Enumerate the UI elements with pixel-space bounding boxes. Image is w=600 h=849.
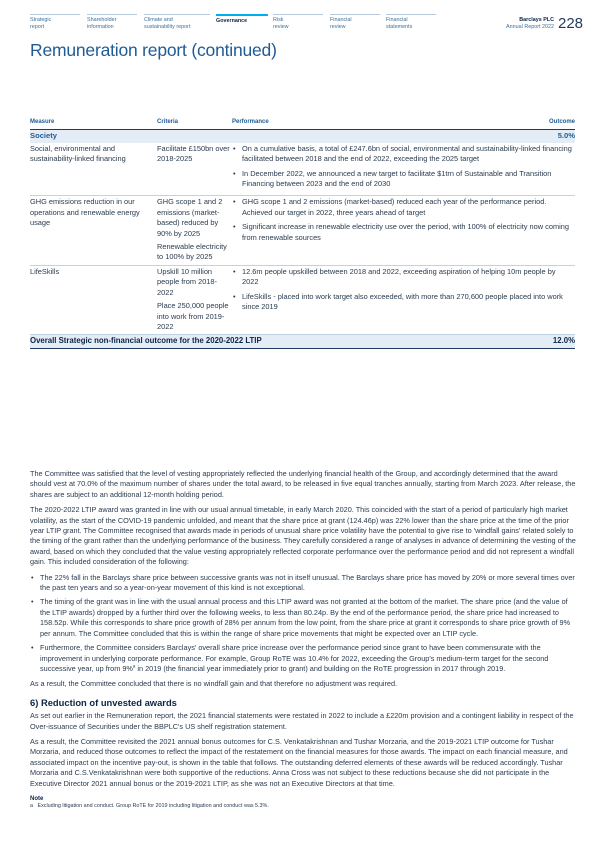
- nav-tab-line2: information: [87, 23, 114, 30]
- row-criteria: [157, 196, 232, 265]
- nav-tab-line1: Risk: [273, 17, 284, 23]
- nav-tab-governance[interactable]: [216, 14, 268, 25]
- footnote: [30, 796, 576, 810]
- section-row-society: [30, 130, 575, 143]
- criteria-text: Facilitate £150bn over 2018-2025: [157, 143, 230, 164]
- nav-tab-line2: review: [330, 23, 346, 30]
- table-row: [30, 196, 575, 265]
- performance-table: [30, 116, 575, 349]
- performance-bullet: • Significant increase in renewable electricity use over the period, with 100% of electricity now coming from renewable sources: [242, 222, 573, 243]
- nav-tab-line1: Strategic: [30, 17, 52, 23]
- performance-bullet: • GHG scope 1 and 2 emissions (market-based) reduced each year of the performance period. Achieved our target in 2022, three years ahead of target: [242, 197, 573, 218]
- criteria-text: Renewable electricity to 100% by 2025: [157, 242, 227, 262]
- nav-tab-shareholder-information[interactable]: [87, 14, 137, 30]
- table-header-row: [30, 116, 575, 130]
- criteria-text: Place 250,000 people into work from 2019-2022: [157, 301, 229, 331]
- brand-block: [468, 14, 554, 30]
- nav-tab-climate-sustainability[interactable]: [144, 14, 210, 30]
- note-text: Excluding litigation and conduct. Group RoTE for 2019 including litigation and conduct was 5.3%.: [37, 803, 269, 809]
- row-measure: GHG emissions reduction in our operations and renewable energy usage: [30, 196, 157, 265]
- list-item: [40, 643, 576, 674]
- section-name: Society: [30, 130, 530, 143]
- table-row: [30, 143, 575, 196]
- nav-tab-line1: Financial: [386, 17, 408, 23]
- list-item: • The 22% fall in the Barclays share price between successive grants was not in itself unusual. The Barclays share price has moved by 20% or more several times over the past ten years and so a year-on-year movement of this kind is not exceptional.: [40, 573, 576, 594]
- nav-tab-financial-review[interactable]: [330, 14, 380, 30]
- nav-tab-line1: Shareholder: [87, 17, 117, 23]
- paragraph: As a result, the Committee concluded that there is no windfall gain and that therefore no adjustment was required.: [30, 679, 398, 689]
- section-heading: 6) Reduction of unvested awards: [30, 696, 177, 708]
- nav-tab-strategic-report[interactable]: [30, 14, 80, 30]
- row-measure: Social, environmental and sustainability-linked financing: [30, 143, 157, 196]
- list-item-text: in 2019 (the financial year immediately prior to grant) and building on the RoTE progression in 2017 through 2019.: [135, 663, 506, 673]
- note-marker: a: [30, 803, 33, 809]
- top-navigation: [30, 14, 586, 36]
- nav-tab-line1: Climate and: [144, 17, 173, 23]
- paragraph: The Committee was satisfied that the level of vesting appropriately reflected the underlying financial health of the Group, and accordingly determined that the award should vest at 70.0% of the maximum number of shares under the total award, to be released in five equal tranches annually, starting from March 2023. After release, the shares are subject to an additional 12-month holding period.: [30, 469, 576, 499]
- footnote-marker: a: [132, 663, 136, 669]
- row-performance: [232, 143, 575, 196]
- nav-tab-line2: Governance: [216, 18, 248, 24]
- row-performance: [232, 196, 575, 265]
- nav-tab-line2: review: [273, 23, 289, 30]
- nav-tab-line2: sustainability report: [144, 23, 191, 30]
- performance-bullet: • LifeSkills - placed into work target also exceeded, with more than 270,600 people placed into work since 2019: [242, 292, 573, 313]
- brand-name: Barclays PLC: [519, 17, 554, 23]
- section-outcome: 5.0%: [530, 130, 575, 143]
- paragraph: As set out earlier in the Remuneration report, the 2021 financial statements were restated in 2022 to include a £220m provision and a contingent liability in respect of the Over-issuance of Securities under the BBPLC's US shelf registration statement.: [30, 711, 574, 731]
- nav-tab-line2: report: [30, 23, 45, 30]
- note-line: [30, 803, 576, 810]
- considerations-list: [30, 573, 576, 675]
- list-item: • The timing of the grant was in line with the usual annual process and this LTIP award was not granted at the bottom of the market. The share price (and the value of the LTIP awards) dropped by a further third over the following weeks, to less than 80.24p. By the end of the performance period, the share price had increased to 158.52p. While this corresponds to share price growth of 28% per annum from the low point, from the share price at grant it corresponds to share price growth of 9% per annum. The Committee concluded that this is within the range of share price movements that might be expected over an LTIP cycle.: [40, 597, 576, 639]
- page-title: Remuneration report (continued): [30, 40, 277, 60]
- header-measure: Measure: [30, 116, 157, 130]
- nav-tab-risk-review[interactable]: [273, 14, 323, 30]
- row-criteria: [157, 143, 232, 196]
- criteria-text: GHG scope 1 and 2 emissions (market-based) reduced by 90% by 2025: [157, 197, 223, 238]
- performance-bullet: • 12.6m people upskilled between 2018 and 2022, exceeding aspiration of helping 10m people by 2022: [242, 267, 573, 288]
- body-text: [30, 469, 576, 794]
- brand-subtitle: Annual Report 2022: [506, 23, 554, 30]
- paragraph: As a result, the Committee revisited the 2021 annual bonus outcomes for C.S. Venkatakrishnan and Tushar Morzaria, and the 2019-2021 LTIP outcome for Tushar Morzaria, and reduced those outcomes to reflect the impact of the restatement on the financial measures for those awards. The impact on each financial measure, and associated impact on the incentive pay-out, is shown in the table that follows. The outstanding deferred elements of these awards will be reduced accordingly. Tushar Morzaria and C.S.Venkatakrishnan were both supportive of the reductions. Anna Cross was not subject to these reductions because she did not participate in the Executive Director 2021 annual bonus or the 2019-2021 LTIP, as she was not an Executive Directors at that time.: [30, 736, 568, 788]
- note-title: Note: [30, 796, 44, 802]
- header-outcome: Outcome: [530, 116, 575, 130]
- row-performance: [232, 265, 575, 334]
- page-number: 228: [558, 15, 584, 32]
- table-row: [30, 265, 575, 334]
- total-row: [30, 335, 575, 348]
- criteria-text: Upskill 10 million people from 2018-2022: [157, 266, 217, 297]
- nav-tab-line1: Financial: [330, 17, 352, 23]
- total-value: 12.0%: [530, 335, 575, 348]
- row-criteria: [157, 265, 232, 334]
- paragraph: The 2020-2022 LTIP award was granted in line with our usual annual timetable, in early March 2020. This coincided with the start of a period of particularly high market volatility, as the start of the COVID-19 pandemic unfolded, and meant that the share price at grant (124.46p) was 22% lower than the share price at the time of the prior year LTIP grant. The Committee recognised that awards made in periods of unusual share price volatility have the potential to give rise to 'windfall gains' related solely to the timing of the grant rather than the underlying performance of the business. They carefully considered a range of analyses in advance of determining the vesting of the award, based on which they concluded that the value vesting appropriately reflected corporate performance over the performance period and did not represent a windfall gain. This included consideration of the following:: [30, 505, 576, 567]
- performance-bullet: • In December 2022, we announced a new target to facilitate $1trn of Sustainable and Transition Financing between 2023 and the end of 2030: [242, 169, 573, 190]
- list-item-text: Furthermore, the Committee considers Barclays' overall share price increase over the performance period since grant to have been commensurate with the improvement in underlying corporate performance. For example, Group RoTE was 10.4% for 2022, exceeding the Group's medium-term target for the second successive year, up from 9%: [40, 643, 549, 673]
- total-label: Overall Strategic non-financial outcome for the 2020-2022 LTIP: [30, 335, 530, 348]
- nav-tab-line2: statements: [386, 23, 413, 30]
- nav-tab-financial-statements[interactable]: [386, 14, 436, 30]
- header-performance: Performance: [232, 116, 530, 130]
- performance-bullet: • On a cumulative basis, a total of £247.6bn of social, environmental and sustainability-linked financing facilitated between 2018 and the end of 2022, exceeding the 2025 target: [242, 144, 573, 165]
- header-criteria: Criteria: [157, 116, 232, 130]
- row-measure: LifeSkills: [30, 265, 157, 334]
